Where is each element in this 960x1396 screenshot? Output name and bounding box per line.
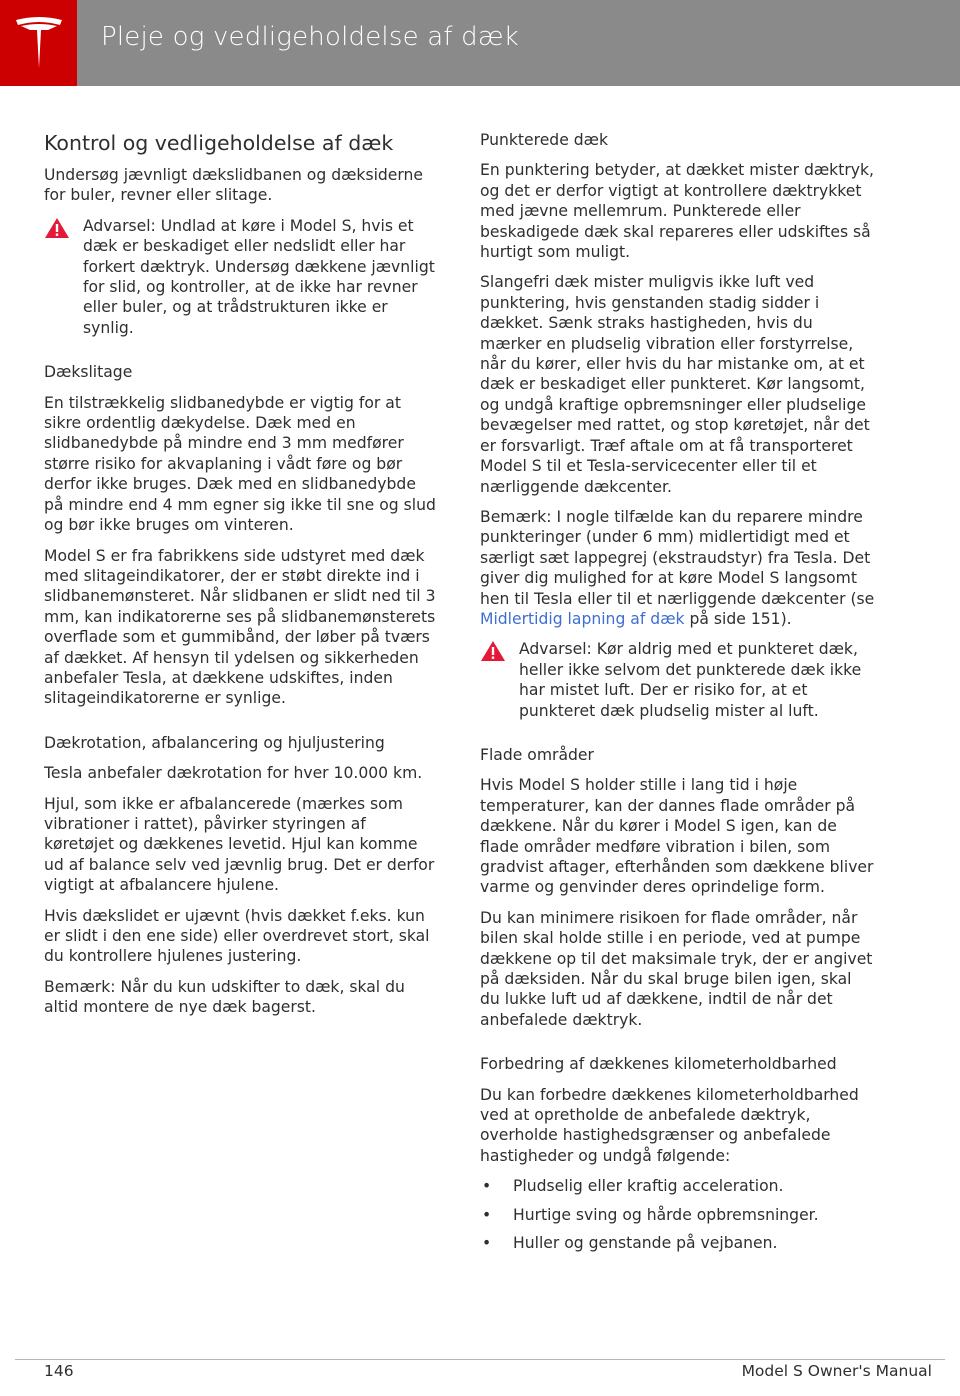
subheading-flat-spots: Flade områder <box>480 745 594 764</box>
subheading-tire-wear: Dækslitage <box>44 363 133 382</box>
note-paragraph <box>480 507 875 629</box>
list-item-text: Huller og genstande på vejbanen. <box>513 1234 778 1253</box>
page-number: 146 <box>44 1362 74 1380</box>
paragraph: Model S er fra fabrikkens side udstyret med dæk med slitageindikatorer, der er støbt direkte ind i slidbanemønsteret. Når slidbanen er slidt ned til 3 mm, kan indikatorerne ses på slidbanemønsterets overflade som et gummibånd, der løber på tværs af dækket. Af hensyn til ydelsen og sikkerheden anbefaler Tesla, at dækkene udskiftes, inden slitageindikatorerne er synlige. <box>44 546 436 708</box>
paragraph: Tesla anbefaler dækrotation for hver 10.000 km. <box>44 764 423 783</box>
intro-paragraph: Undersøg jævnligt dækslidbanen og dæksiderne for buler, revner eller slitage. <box>44 166 424 205</box>
bullet-icon: • <box>482 1234 492 1253</box>
right-column <box>480 130 875 1262</box>
tesla-logo-icon <box>14 16 64 70</box>
bullet-list <box>480 1176 875 1253</box>
note-text-end: på side 151). <box>684 609 792 628</box>
list-item-text: Hurtige sving og hårde opbremsninger. <box>513 1205 819 1224</box>
paragraph: En tilstrækkelig slidbanedybde er vigtig for at sikre ordentlig dækydelse. Dæk med en slidbanedybde på mindre end 3 mm medfører større risiko for akvaplaning i vådt føre og bør derfor ikke bruges. Dæk med en slidbanedybde på mindre end 4 mm egner sig ikke til sne og slud og bør ikke bruges om vinteren. <box>44 393 436 535</box>
paragraph: Hvis dækslidet er ujævnt (hvis dækket f.eks. kun er slidt i den ene side) eller overdrevet stort, skal du kontrollere hjulenes justering. <box>44 906 430 966</box>
left-column <box>44 130 439 1028</box>
section-heading: Kontrol og vedligeholdelse af dæk <box>44 131 394 155</box>
subheading-mileage: Forbedring af dækkenes kilometerholdbarhed <box>480 1055 837 1074</box>
warning-block <box>480 639 875 721</box>
paragraph: Du kan minimere risikoen for flade områder, når bilen skal holde stille i en periode, ved at pumpe dækkene op til det maksimale tryk, der er angivet på dæksiden. Når du skal bruge bilen igen, skal du lukke luft ud af dækkene, indtil de når det anbefalede dæktryk. <box>480 908 873 1029</box>
warning-text: Advarsel: Undlad at køre i Model S, hvis et dæk er beskadiget eller nedslidt eller har forkert dæktryk. Undersøg dækkene jævnligt for slid, og kontroller, at de ikke har revner eller buler, og at trådstrukturen ikke er synlig. <box>83 216 435 337</box>
paragraph: Slangefri dæk mister muligvis ikke luft ved punktering, hvis genstanden stadig sidder i dækket. Sænk straks hastigheden, hvis du mærker en pludselig vibration eller forstyrrelse, når du kører, eller hvis du har mistanke om, at et dæk er beskadiget eller punkteret. Kør langsomt, og undgå kraftige opbremsninger eller pludselige bevægelser med rattet, og stop køretøjet, når det er forsvarligt. Træf aftale om at få transporteret Model S til et Tesla-servicecenter eller til et nærliggende dækcenter. <box>480 273 870 496</box>
paragraph: En punktering betyder, at dækket mister dæktryk, og det er derfor vigtigt at kontrollere dæktrykket med jævne mellemrum. Punkterede eller beskadigede dæk skal repareres eller udskiftes så hurtigt som muligt. <box>480 161 874 262</box>
paragraph: Du kan forbedre dækkenes kilometerholdbarhed ved at opretholde de anbefalede dæktryk, overholde hastighedsgrænser og anbefalede hastigheder og undgå følgende: <box>480 1085 859 1165</box>
paragraph: Hvis Model S holder stille i lang tid i høje temperaturer, kan der dannes flade områder på dækkene. Når du kører i Model S igen, kan de flade områder medføre vibration i bilen, som gradvist aftager, efterhånden som dækkene bliver varme og genvinder deres oprindelige form. <box>480 776 874 897</box>
warning-icon <box>480 640 506 662</box>
warning-block <box>44 216 439 338</box>
bullet-icon: • <box>482 1177 492 1196</box>
note-paragraph: Bemærk: Når du kun udskifter to dæk, skal du altid montere de nye dæk bagerst. <box>44 977 405 1017</box>
repair-kit-link[interactable]: Midlertidig lapning af dæk <box>480 609 685 628</box>
bullet-icon: • <box>482 1205 492 1224</box>
warning-icon <box>44 217 70 239</box>
manual-name: Model S Owner's Manual <box>741 1362 932 1380</box>
page-title: Pleje og vedligeholdelse af dæk <box>101 22 519 52</box>
subheading-rotation: Dækrotation, afbalancering og hjuljustering <box>44 733 385 752</box>
paragraph: Hjul, som ikke er afbalancerede (mærkes som vibrationer i rattet), påvirker styringen af køretøjet og dækkenes levetid. Hjul kan komme ud af balance selv ved jævnlig brug. Det er derfor vigtigt at afbalancere hjulene. <box>44 794 435 895</box>
tesla-logo <box>0 0 77 86</box>
list-item <box>480 1176 875 1196</box>
footer-divider <box>15 1359 945 1360</box>
warning-text: Advarsel: Kør aldrig med et punkteret dæk, heller ikke selvom det punkterede dæk ikke har mistet luft. Der er risiko for, at et punkteret dæk pludselig mister al luft. <box>519 640 862 720</box>
subheading-punctures: Punkterede dæk <box>480 131 608 149</box>
list-item <box>480 1205 875 1225</box>
page-header <box>0 0 960 86</box>
list-item-text: Pludselig eller kraftig acceleration. <box>513 1177 784 1196</box>
list-item <box>480 1233 875 1253</box>
note-text: Bemærk: I nogle tilfælde kan du reparere mindre punkteringer (under 6 mm) midlertidigt med et særligt sæt lappegrej (ekstraudstyr) fra Tesla. Det giver dig mulighed for at køre Model S langsomt hen til Tesla eller til et nærliggende dækcenter (se <box>480 507 875 608</box>
